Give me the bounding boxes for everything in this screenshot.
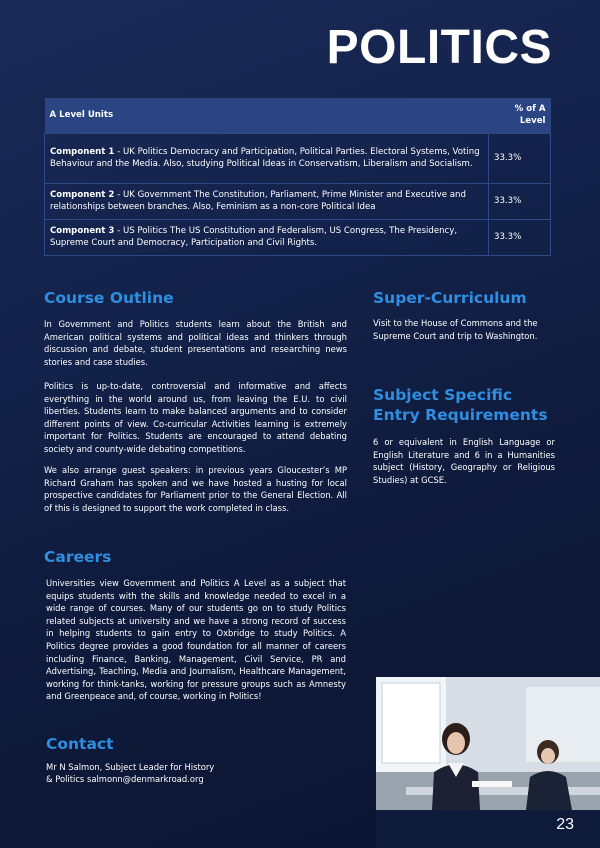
component-percent: 33.3% xyxy=(489,183,551,219)
component-percent: 33.3% xyxy=(489,219,551,255)
component-name: Component 2 xyxy=(50,189,115,200)
component-name: Component 3 xyxy=(50,225,115,236)
course-outline-heading: Course Outline xyxy=(44,289,174,307)
component-cell xyxy=(45,219,489,255)
classroom-photo xyxy=(376,677,600,810)
units-column-header: A Level Units xyxy=(45,98,489,133)
classroom-illustration xyxy=(376,677,600,810)
component-description: - US Politics The US Constitution and Federalism, US Congress, The Presidency, Supreme Court and Democracy, Participation and Civil Rights. xyxy=(50,225,458,249)
entry-requirements-text: 6 or equivalent in English Language or English Literature and 6 in a Humanities subject (History, Geography or Religious Studies) at GCSE. xyxy=(373,437,555,485)
component-description: - UK Government The Constitution, Parliament, Prime Minister and Executive and relationships between branches. Also, Feminism as a non-core Political Idea xyxy=(50,189,466,213)
entry-requirements-heading: Subject Specific Entry Requirements xyxy=(373,386,548,425)
contact-heading: Contact xyxy=(46,735,114,753)
units-table xyxy=(44,98,551,256)
super-curriculum-heading: Super-Curriculum xyxy=(373,289,527,307)
contact-line-2: & Politics salmonn@denmarkroad.org xyxy=(46,774,204,784)
page-title: POLITICS xyxy=(326,21,552,74)
component-description: - UK Politics Democracy and Participation, Political Parties. Electoral Systems, Voting Behaviour and the Media. Also, studying Political Ideas in Conservatism, Liberalism and Socialism. xyxy=(50,146,480,170)
percent-column-header: % of A Level xyxy=(489,98,551,133)
course-outline-paragraph-1: In Government and Politics students learn about the British and American political systems and political ideas and thinkers through discussion and debate, student presentations and researching news stories and case studies. xyxy=(44,319,347,367)
contact-line-1: Mr N Salmon, Subject Leader for History xyxy=(46,762,215,772)
table-header-row xyxy=(45,98,551,133)
super-curriculum-text: Visit to the House of Commons and the Supreme Court and trip to Washington. xyxy=(373,318,538,341)
table-row xyxy=(45,183,551,219)
course-outline-paragraph-2: Politics is up-to-date, controversial and informative and affects everything in the world around us, from leaving the E.U. to civil liberties. Students learn to make balanced arguments and to consider different points of view. Co-curricular Activities learning is extremely important for Politics. Students are encouraged to attend debating society and county-wide debating competitions. xyxy=(44,381,347,455)
component-percent: 33.3% xyxy=(489,133,551,183)
component-name: Component 1 xyxy=(50,146,115,157)
careers-heading: Careers xyxy=(44,548,112,566)
page-number: 23 xyxy=(556,816,574,833)
component-cell xyxy=(45,133,489,183)
table-row xyxy=(45,133,551,183)
course-outline-paragraph-3: We also arrange guest speakers: in previous years Gloucester’s MP Richard Graham has spoken and we have hosted a husting for local prospective candidates for Parliament prior to the General Election. All of this is designed to support the work completed in class. xyxy=(44,465,347,513)
table-row xyxy=(45,219,551,255)
careers-text: Universities view Government and Politics A Level as a subject that equips students with the skills and knowledge needed to excel in a wide range of courses. Many of our students go on to study Politics related subjects at university and we have a strong record of success in helping students to gain entry to Oxbridge to study Politics. A Politics degree provides a good foundation for all manner of careers including Finance, Banking, Management, Civil Service, PR and Advertising, Teaching, Media and Journalism, Healthcare Management, working for think-tanks, working for pressure groups such as Amnesty and Greenpeace and, of course, working in Politics! xyxy=(46,578,346,702)
component-cell xyxy=(45,183,489,219)
